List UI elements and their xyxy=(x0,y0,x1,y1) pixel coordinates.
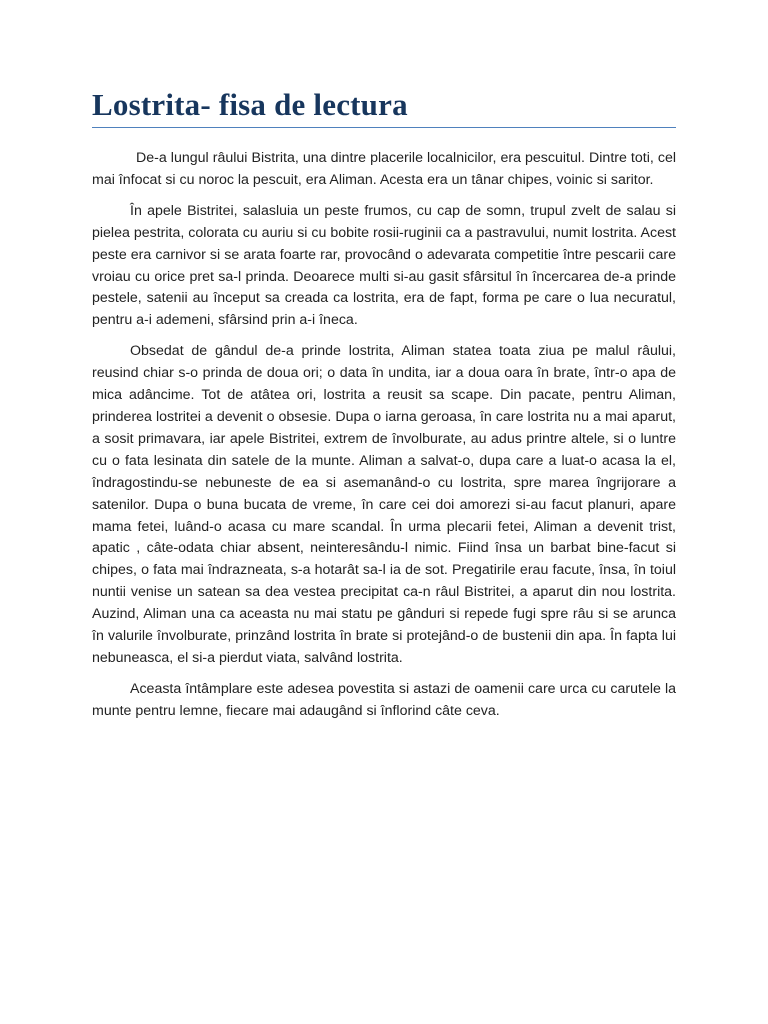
paragraph: De-a lungul râului Bistrita, una dintre placerile localnicilor, era pescuitul. Dintre toti, cel mai înfocat si cu noroc la pescuit, era Aliman. Acesta era un tânar chipes, voinic si saritor. xyxy=(92,150,676,188)
document-body xyxy=(92,148,676,723)
paragraph: Obsedat de gândul de-a prinde lostrita, Aliman statea toata ziua pe malul râului, reusind chiar s-o prinda de doua ori; o data în undita, iar a doua oara în brate, într-o apa de mica adâncime. Tot de atâtea ori, lostrita a reusit sa scape. Din pacate, pentru Aliman, prinderea lostritei a devenit o obsesie. Dupa o iarna geroasa, în care lostrita nu a mai aparut, a sosit primavara, iar apele Bistritei, extrem de învolburate, au adus printre altele, si o luntre cu o fata lesinata din satele de la munte. Aliman a salvat-o, dupa care a luat-o acasa la el, îndragostindu-se nebuneste de ea si asemanând-o cu lostrita, spre marea îngrijorare a satenilor. Dupa o buna bucata de vreme, în care cei doi amorezi si-au facut planuri, apare mama fetei, luând-o acasa cu mare scandal. În urma plecarii fetei, Aliman a devenit trist, apatic , câte-odata chiar absent, neinteresându-l nimic. Fiind însa un barbat bine-facut si chipes, o fata mai îndrazneata, s-a hotarât sa-l ia de sot. Pregatirile erau facute, însa, în toiul nuntii venise un satean sa dea vestea precipitat ca-n râul Bistritei, a aparut din nou lostrita. Auzind, Aliman una ca aceasta nu mai statu pe gânduri si repede fugi spre râu si se arunca în valurile învolburate, prinzând lostrita în brate si protejând-o de bustenii din apa. În fapta lui nebuneasca, el si-a pierdut viata, salvând lostrita. xyxy=(92,343,676,666)
paragraph: În apele Bistritei, salasluia un peste frumos, cu cap de somn, trupul zvelt de salau si pielea pestrita, colorata cu auriu si cu bobite rosii-ruginii ca a pastravului, numit lostrita. Acest peste era carnivor si se arata foarte rar, provocând o adevarata competitie între pescarii care vroiau cu orice pret sa-l prinda. Deoarece multi si-au gasit sfârsitul în încercarea de-a prinde pestele, satenii au început sa creada ca lostrita, era de fapt, forma pe care o lua necuratul, pentru a-i ademeni, sfârsind prin a-i îneca. xyxy=(92,202,676,329)
paragraph: Aceasta întâmplare este adesea povestita si astazi de oamenii care urca cu carutele la munte pentru lemne, fiecare mai adaugând si înflorind câte ceva. xyxy=(92,680,676,719)
document-title: Lostrita- fisa de lectura xyxy=(92,86,676,128)
